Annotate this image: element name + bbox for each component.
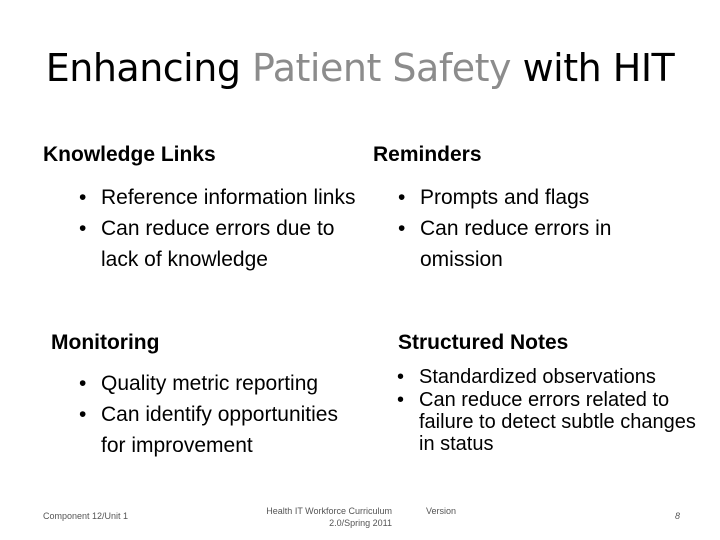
- list-item: • Can reduce errors due to lack of knowledge: [74, 213, 364, 275]
- list-item: • Prompts and flags: [393, 182, 693, 213]
- title-accent: Patient Safety: [252, 46, 511, 90]
- knowledge-links-list: [74, 182, 364, 275]
- list-item: • Standardized observations: [392, 366, 702, 388]
- title-part-3: with HIT: [510, 46, 675, 90]
- list-item: • Reference information links: [74, 182, 364, 213]
- knowledge-links-heading: Knowledge Links: [43, 143, 216, 166]
- monitoring-heading: Monitoring: [51, 331, 160, 354]
- list-item: • Can identify opportunities for improvement: [74, 399, 364, 461]
- title-part-1: Enhancing: [45, 46, 253, 90]
- list-item: • Can reduce errors in omission: [393, 213, 693, 275]
- footer-version: Version: [426, 506, 457, 516]
- structured-notes-list: [392, 366, 702, 456]
- page-title: [0, 44, 720, 92]
- footer-curriculum-line-1: Health IT Workforce Curriculum: [266, 506, 392, 516]
- footer-curriculum: [250, 505, 392, 529]
- monitoring-list: [74, 368, 364, 461]
- footer-curriculum-line-2: 2.0/Spring 2011: [329, 518, 392, 528]
- list-item: • Quality metric reporting: [74, 368, 364, 399]
- list-item: • Can reduce errors related to failure to detect subtle changes in status: [392, 389, 702, 455]
- reminders-list: [393, 182, 693, 275]
- page-number: 8: [674, 511, 680, 521]
- structured-notes-heading: Structured Notes: [398, 331, 569, 354]
- footer-component: Component 12/Unit 1: [43, 511, 129, 521]
- reminders-heading: Reminders: [373, 143, 482, 166]
